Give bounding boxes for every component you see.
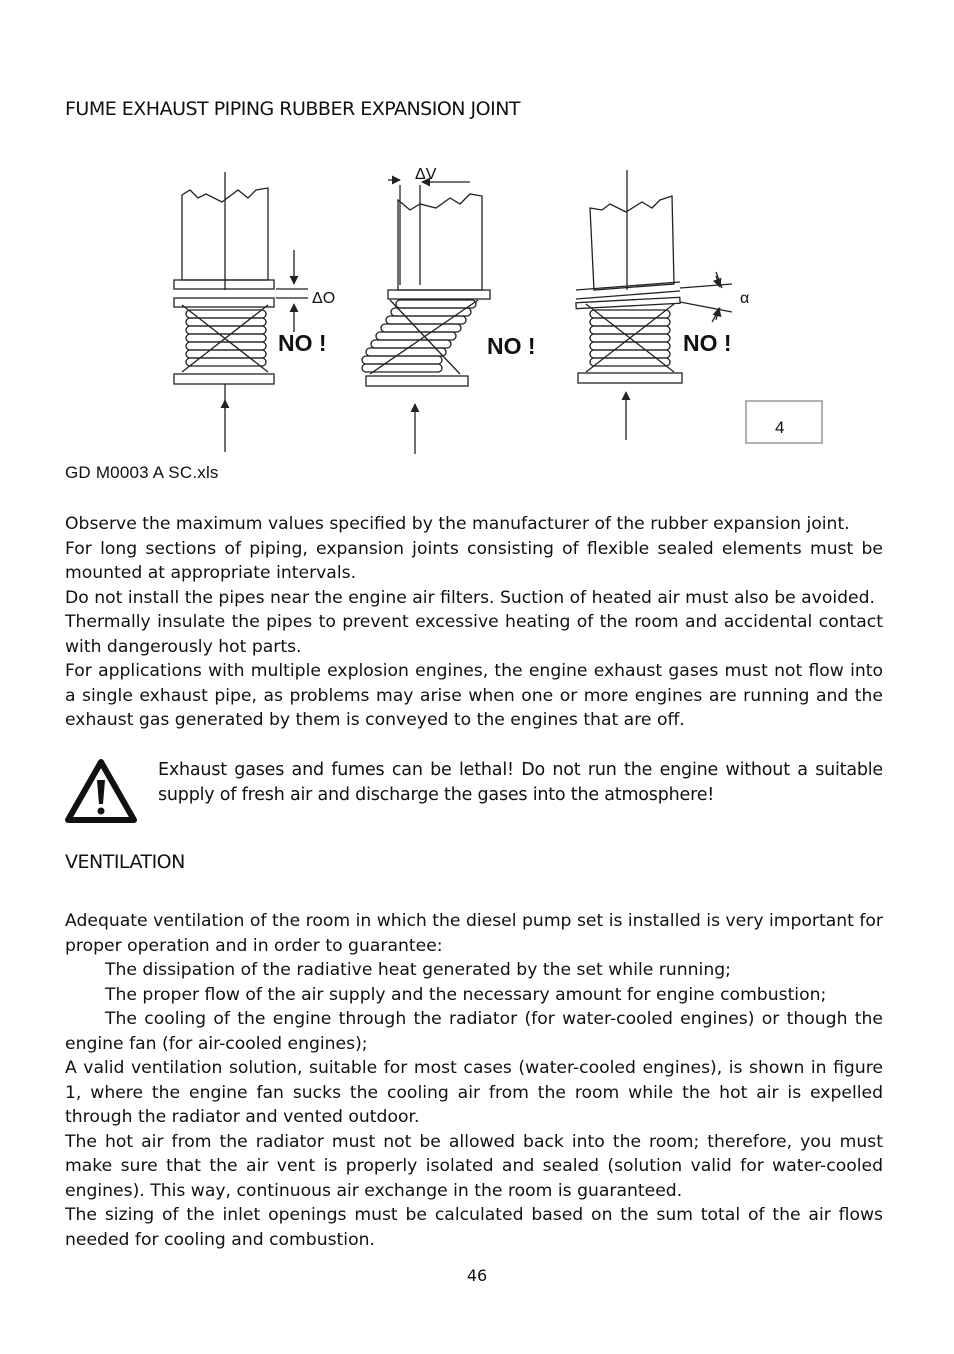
ventilation-instructions <box>65 909 883 1252</box>
paragraph: The hot air from the radiator must not be allowed back into the room; therefore, you must make sure that the air vent is properly isolated and sealed (solution valid for water-cooled engines). This way, continuous air exchange in the room is guaranteed. <box>65 1131 883 1201</box>
paragraph: Observe the maximum values specified by the manufacturer of the rubber expansion joint. <box>65 514 850 534</box>
section-title-expansion-joint: FUME EXHAUST PIPING RUBBER EXPANSION JOINT <box>65 98 521 120</box>
paragraph: Adequate ventilation of the room in which the diesel pump set is installed is very important for proper operation and in order to guarantee: <box>65 911 883 956</box>
figure-file-reference: GD M0003 A SC.xls <box>65 463 219 482</box>
list-item: The proper flow of the air supply and the necessary amount for engine combustion; <box>105 984 827 1005</box>
delta-o-label: ΔO <box>312 290 336 307</box>
no-label-compression: NO ! <box>278 330 327 356</box>
list-item: The dissipation of the radiative heat generated by the set while running; <box>105 960 731 980</box>
expansion-joint-instructions <box>65 512 883 733</box>
list-item: The cooling of the engine through the radiator (for water-cooled engines) or though the engine fan (for air-cooled engines); <box>65 1009 883 1054</box>
paragraph: For applications with multiple explosion engines, the engine exhaust gases must not flow into a single exhaust pipe, as problems may arise when one or more engines are running and the exhaust gas generated by them is conveyed to the engines that are off. <box>65 661 883 730</box>
warning-message: Exhaust gases and fumes can be lethal! Do not run the engine without a suitable supply of fresh air and discharge the gases into the atmosphere! <box>158 760 883 805</box>
page-number: 46 <box>466 1266 488 1285</box>
paragraph: Thermally insulate the pipes to prevent excessive heating of the room and accidental contact with dangerously hot parts. <box>65 612 883 657</box>
joint-diagram-compression <box>174 172 308 452</box>
paragraph: A valid ventilation solution, suitable for most cases (water-cooled engines), is shown in figure 1, where the engine fan sucks the cooling air from the room while the hot air is expelled through the radiator and vented outdoor. <box>65 1058 883 1127</box>
paragraph: For long sections of piping, expansion joints consisting of flexible sealed elements must be mounted at appropriate intervals. <box>65 538 883 583</box>
paragraph: The sizing of the inlet openings must be calculated based on the sum total of the air flows needed for cooling and combustion. <box>65 1205 883 1250</box>
alpha-label: α <box>740 290 750 307</box>
figure-number: 4 <box>775 418 785 437</box>
delta-v-label: ΔV <box>415 166 437 183</box>
expansion-joint-figure <box>160 160 860 460</box>
section-title-ventilation: VENTILATION <box>65 851 185 873</box>
joint-diagram-lateral <box>362 180 490 454</box>
warning-triangle-icon <box>64 758 138 824</box>
paragraph: Do not install the pipes near the engine air filters. Suction of heated air must also be avoided. <box>65 587 876 608</box>
no-label-lateral: NO ! <box>487 333 536 359</box>
joint-diagram-angular <box>576 170 732 440</box>
no-label-angular: NO ! <box>683 330 732 356</box>
